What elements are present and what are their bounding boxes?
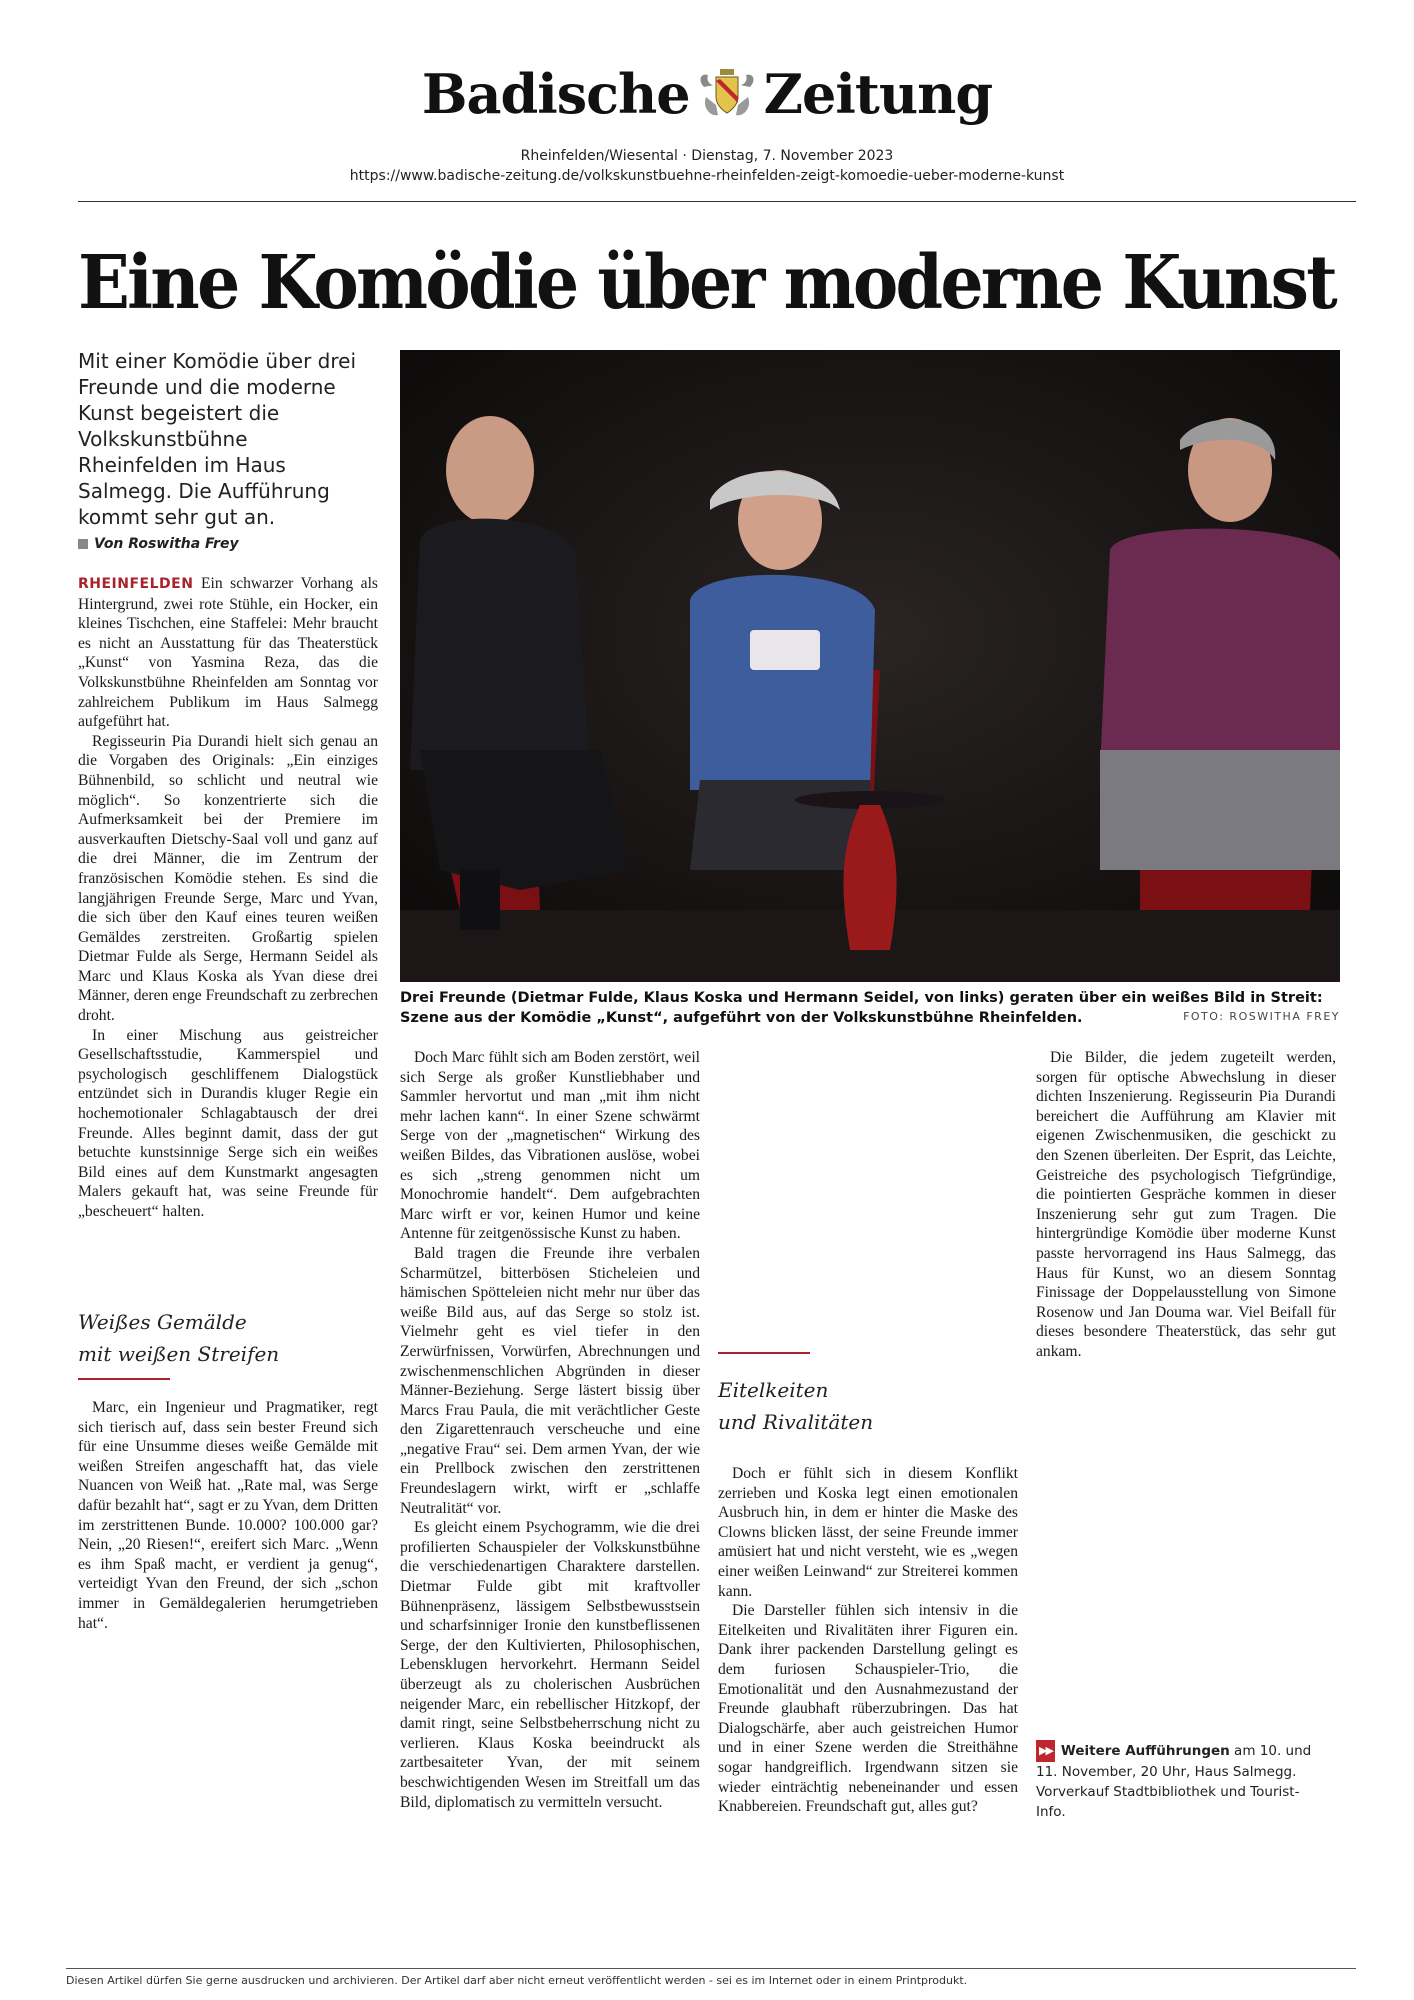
fast-forward-icon: ▶▶ [1036, 1740, 1055, 1762]
headline: Eine Komödie über moderne Kunst [78, 240, 1335, 326]
photo-credit: FOTO: ROSWITHA FREY [1183, 1010, 1340, 1023]
teaser: Mit einer Komödie über drei Freunde und die moderne Kunst begeistert die Volkskunstbühne Rheinfelden im Haus Salmegg. Die Aufführung kommt sehr gut an. [78, 349, 357, 529]
masthead [0, 62, 1414, 126]
article-column-4 [1036, 1048, 1336, 1362]
photo-caption: Drei Freunde (Dietmar Fulde, Klaus Koska und Hermann Seidel, von links) geraten über ein weißes Bild in Streit: Szene aus der Komödie „Kunst“, aufgeführt von der Volkskunstbühne Rheinfelden. [400, 990, 1323, 1026]
paragraph-1: Ein schwarzer Vorhang als Hintergrund, zwei rote Stühle, ein Hocker, ein kleines Tischchen, eine Staffelei: Mehr braucht es nicht an Ausstattung für das Theaterstück „Kunst“ von Yasmina Reza, das die Volkskunstbühne Rheinfelden am Sonntag vor zahlreichem Publikum im Haus Salmegg aufgeführt hat. [78, 575, 378, 731]
author-name: Von Roswitha Frey [94, 536, 239, 552]
subhead-1 [78, 1306, 279, 1370]
article-column-2 [400, 1048, 700, 1812]
header-divider [78, 201, 1356, 202]
subhead-1-rule [78, 1378, 170, 1380]
subhead-1-line-2: mit weißen Streifen [78, 1342, 280, 1366]
stage-scene-illustration [400, 350, 1340, 982]
paragraph-6: Bald tragen die Freunde ihre verbalen Scharmützel, bitterbösen Sticheleien und hämischen Spötteleien nicht mehr nur über das weiße Bild aus, auf das Serge so stolz ist. Vielmehr geht es viel tiefer in den Zerwürfnissen, Vorwürfen, Abrechnungen und zwischenmenschlichen Abgründen in dieser Männer-Beziehung. Serge lästert bissig über Marcs Frau Paula, die mit verächtlicher Geste den Zigarettenrauch verscheuche und eine „negative Frau“ sei. Dem armen Yvan, der wie ein Prellbock zwischen den zerstrittenen Freundeslagern wirkt, wirft er „schlaffe Neutralität“ vor. [400, 1244, 700, 1517]
article-column-3 [718, 1464, 1018, 1817]
subhead-2-rule [718, 1352, 810, 1354]
article-column-1 [78, 574, 378, 1222]
subhead-2 [718, 1374, 873, 1438]
paragraph-3: In einer Mischung aus geistreicher Gesellschaftsstudie, Kammerspiel und psychologisch geschliffenem Dialogstück entzündet sich in Durandis kluger Regie ein hochemotionaler Schlagabtausch der drei Freunde. Alles beginnt damit, dass der gut betuchte kunstsinnige Serge sich ein weißes Bild eines auf dem Kunstmarkt angesagten Malers gekauft hat, was seine Freunde für „bescheuert“ halten. [78, 1026, 378, 1220]
byline-square-icon [78, 539, 88, 549]
masthead-word-right: Zeitung [763, 62, 993, 126]
performance-info-text: am 10. und 11. November, 20 Uhr, Haus Salmegg. Vorverkauf Stadtbibliothek und Tourist-Info. [1036, 1743, 1312, 1820]
footer-notice: Diesen Artikel dürfen Sie gerne ausdrucken und archivieren. Der Artikel darf aber nicht erneut veröffentlicht werden - sei es im Internet oder in einem Printprodukt. [66, 1974, 968, 1987]
subhead-1-line-1: Weißes Gemälde [78, 1310, 247, 1334]
dateline: Rheinfelden/Wiesental · Dienstag, 7. November 2023 [520, 148, 894, 164]
paragraph-4: Marc, ein Ingenieur und Pragmatiker, regt sich tierisch auf, dass sein bester Freund sich für eine Unsumme dieses weiße Gemälde mit weißen Streifen angeschafft hat, das viele Nuancen von Weiß hat. „Rate mal, was Serge dafür bezahlt hat“, sagt er zu Yvan, dem Dritten im zerstrittenen Bunde. 10.000? 100.000 gar? Nein, „20 Riesen!“, ereifert sich Marc. „Wenn es ihm Spaß macht, er verdient ja genug“, verteidigt Yvan den Freund, der sich „schon immer in Gemäldegalerien herumgetrieben hat“. [78, 1399, 378, 1632]
masthead-word-left: Badische [421, 62, 690, 126]
article-url[interactable]: https://www.badische-zeitung.de/volkskunstbuehne-rheinfelden-zeigt-komoedie-ueber-moderne-kunst [349, 168, 1065, 184]
footer-divider [66, 1968, 1356, 1969]
dateline-place: RHEINFELDEN [78, 576, 194, 592]
paragraph-10: Die Bilder, die jedem zugeteilt werden, sorgen für optische Abwechslung in dieser dichten Inszenierung. Regisseurin Pia Durandi bereichert die Aufführung am Klavier mit eigenen Zwischenmusiken, die geschickt zu den Szenen überleiten. Der Esprit, das Leichte, Geistreiche des psychologisch Tiefgründige, die pointierten Gespräche kommen in dieser Inszenierung sehr gut zum Tragen. Die hintergründige Komödie über moderne Kunst passte hervorragend ins Haus Salmegg, das Haus für Kunst, wo an diesem Sonntag Finissage der Doppelausstellung von Simone Rosenow und Jan Douma war. Viel Beifall für dieses besondere Theaterstück, das sehr gut ankam. [1036, 1049, 1336, 1360]
performance-info [1036, 1740, 1326, 1822]
paragraph-7: Es gleicht einem Psychogramm, wie die drei profilierten Schauspieler der Volkskunstbühne die verschiedenartigen Charaktere darstellen. Dietmar Fulde gibt mit kraftvoller Bühnenpräsenz, lässigem Selbstbewusstsein und scharfsinniger Ironie den kunstbeflissenen Serge, der den Kultivierten, Philosophischen, Lebensklugen hervorkehrt. Hermann Seidel überzeugt als zu cholerischen Ausbrüchen neigender Marc, ein rebellischer Hitzkopf, der damit ringt, seine Selbstbeherrschung nicht zu verlieren. Klaus Koska beeindruckt als zartbesaiteter Yvan, der mit seinem beschwichtigenden Wesen im Streitfall um das Bild, diplomatisch zu vermitteln versucht. [400, 1519, 700, 1811]
article-column-1-continued [78, 1398, 378, 1633]
coat-of-arms-icon [696, 67, 758, 121]
paragraph-2: Regisseurin Pia Durandi hielt sich genau an die Vorgaben des Originals: „Ein einziges Bühnenbild, so schlicht und neutral wie möglich“. So konzentrierte sich die Aufmerksamkeit bei der Premiere im ausverkauften Dietschy-Saal voll und ganz auf die drei Männer, die im Zentrum der französischen Komödie stehen. Es sind die langjährigen Freunde Serge, Marc und Yvan, die sich über den Kauf eines teuren weißen Gemäldes zerstreiten. Großartig spielen Dietmar Fulde als Serge, Hermann Seidel als Marc und Klaus Koska als Yvan diese drei Männer, deren enge Freundschaft zu zerbrechen droht. [78, 732, 378, 1025]
performance-info-title: Weitere Aufführungen [1060, 1743, 1230, 1759]
article-photo [400, 350, 1340, 982]
subhead-2-line-1: Eitelkeiten [718, 1378, 829, 1402]
paragraph-8: Doch er fühlt sich in diesem Konflikt zerrieben und Koska legt einen emotionalen Ausbruch hin, in dem er hinter die Maske des Clowns blicken lässt, der seine Freunde immer amüsiert hat und nicht versteht, wie es „wegen einer weißen Leinwand“ zur Streiterei kommen kann. [718, 1465, 1018, 1600]
subhead-2-line-2: und Rivalitäten [718, 1410, 874, 1434]
paragraph-9: Die Darsteller fühlen sich intensiv in die Eitelkeiten und Rivalitäten ihrer Figuren ein. Dank ihrer packenden Darstellung gelingt es dem furiosen Schauspieler-Trio, die Emotionalität und den Ausnahmezustand der Freunde glaubhaft rüberzubringen. Das hat Dialogschärfe, aber auch geistreichen Humor und in einer Szene werden die Streithähne sogar handgreiflich. Irgendwann sitzen sie wieder einträchtig nebeneinander und essen Knabbereien. Freundschaft gut, alles gut? [718, 1602, 1018, 1816]
author-byline [78, 536, 239, 552]
paragraph-5: Doch Marc fühlt sich am Boden zerstört, weil sich Serge als großer Kunstliebhaber und Sammler hervortut und man „mit ihm nicht mehr lachen kann“. In einer Szene schwärmt Serge von der „magnetischen“ Wirkung des weißen Bildes, das Vibrationen auslöse, wobei es sich „streng genommen nicht um Monochromie handelt“. Dem aufgebrachten Marc wirft er vor, keinen Humor und keine Antenne für zeitgenössische Kunst zu haben. [400, 1049, 700, 1243]
